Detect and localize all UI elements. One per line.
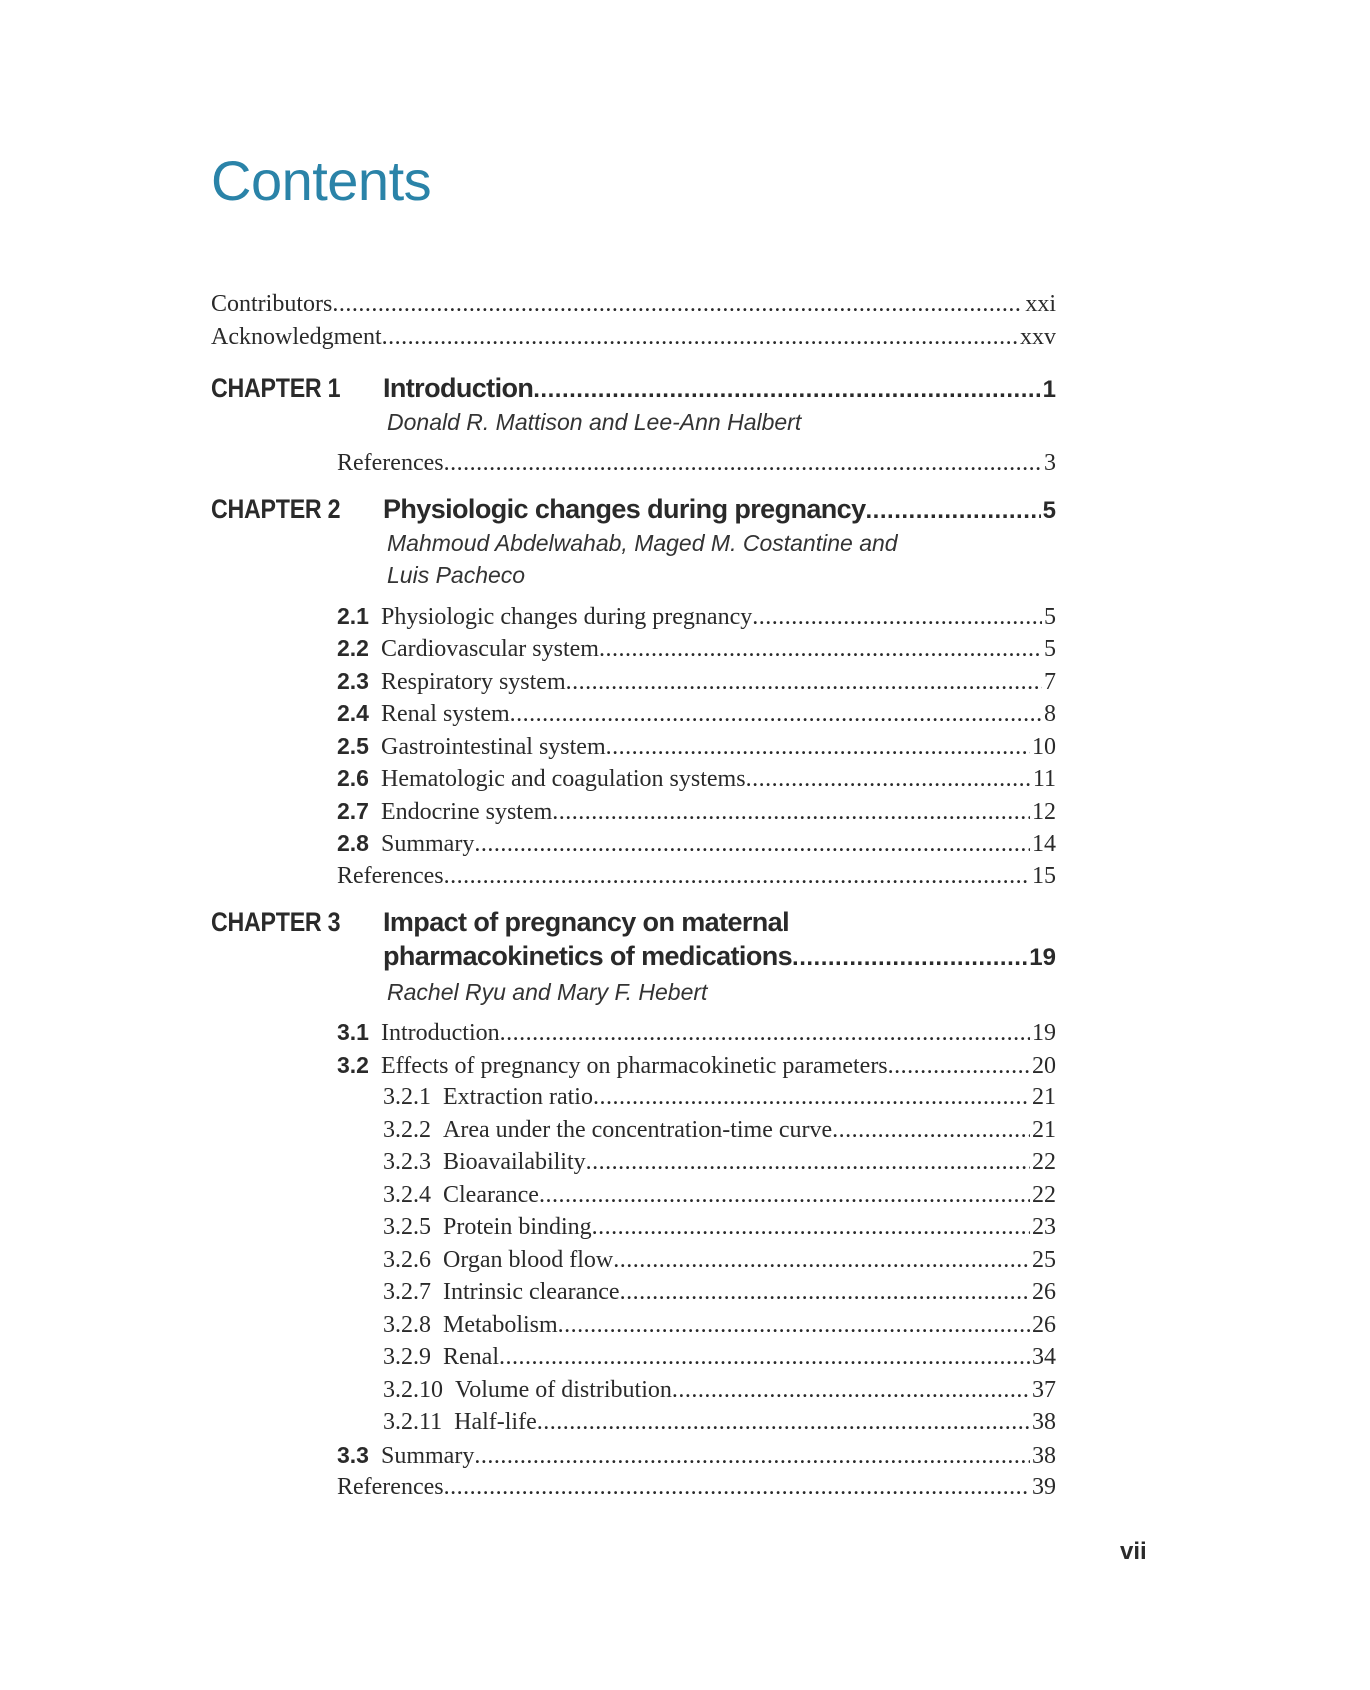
entry-page: 15 [1032,863,1056,889]
dot-leader [444,860,1030,892]
entry-label: Respiratory system [380,669,566,695]
subsection-number: 3.2.6 [383,1247,431,1273]
entry-page: 25 [1032,1247,1056,1273]
entry-label: Effects of pregnancy on pharmacokinetic parameters [380,1053,888,1079]
entry-page: 7 [1044,669,1056,695]
chapter-1-title-entry[interactable] [383,370,1056,406]
dot-leader [792,940,1027,974]
dot-leader [613,1244,1030,1276]
chapter-page: 5 [1042,497,1056,524]
subsection-3-2-8[interactable] [383,1309,1056,1341]
chapter-3-title-line1[interactable]: Impact of pregnancy on maternal [383,907,789,937]
subsection-number: 3.2.9 [383,1344,431,1370]
entry-label: Organ blood flow [443,1247,614,1273]
entry-label: Summary [380,831,475,857]
entry-label: References [337,1474,444,1500]
section-number: 2.4 [337,700,369,726]
page-folio: vii [1120,1538,1147,1565]
entry-label: Physiologic changes during pregnancy [380,604,753,630]
dot-leader [672,1374,1030,1406]
entry-label: Acknowledgment [211,324,382,350]
subsection-number: 3.2.7 [383,1279,431,1305]
dot-leader [533,372,1040,406]
subsection-3-2-5[interactable] [383,1211,1056,1243]
section-number: 3.2 [337,1052,369,1078]
section-2-4[interactable] [337,697,1056,729]
entry-page: 22 [1032,1182,1056,1208]
entry-label: Clearance [443,1182,539,1208]
section-number: 2.1 [337,603,369,629]
entry-label: Cardiovascular system [380,636,599,662]
chapter-title: Physiologic changes during pregnancy [383,494,866,524]
subsection-3-2-6[interactable] [383,1244,1056,1276]
toc-entry-contributors[interactable] [211,288,1056,320]
entry-page: 34 [1032,1344,1056,1370]
entry-page: xxv [1020,324,1056,350]
subsection-3-2-10[interactable] [383,1374,1056,1406]
section-2-1[interactable] [337,600,1056,632]
dot-leader [474,1440,1030,1471]
entry-page: 14 [1032,831,1056,857]
chapter-3-title-entry[interactable] [383,938,1056,974]
chapter-2-authors-line1: Mahmoud Abdelwahab, Maged M. Costantine and [387,530,898,556]
section-number: 2.6 [337,765,369,791]
subsection-number: 3.2.10 [383,1377,443,1403]
entry-page: 10 [1032,734,1056,760]
dot-leader [500,1017,1030,1048]
section-3-2[interactable] [337,1049,1056,1081]
section-2-8[interactable] [337,827,1056,859]
entry-page: 20 [1032,1053,1056,1079]
entry-page: 11 [1032,766,1056,792]
chapter-1-references[interactable] [337,447,1056,479]
entry-page: 38 [1032,1409,1056,1435]
entry-label: Half-life [454,1409,537,1435]
dot-leader [606,731,1030,762]
entry-label: Gastrointestinal system [380,734,606,760]
chapter-2-authors-line2: Luis Pacheco [387,562,526,588]
section-number: 2.2 [337,635,369,661]
entry-page: xxi [1025,291,1056,317]
subsection-number: 3.2.4 [383,1182,431,1208]
entry-label: Bioavailability [443,1149,586,1175]
chapter-3-authors: Rachel Ryu and Mary F. Hebert [387,979,708,1005]
dot-leader [620,1276,1030,1308]
subsection-3-2-7[interactable] [383,1276,1056,1308]
toc-entry-acknowledgment[interactable] [211,321,1056,353]
entry-label: Introduction [380,1020,500,1046]
entry-label: References [337,863,444,889]
entry-page: 22 [1032,1149,1056,1175]
subsection-number: 3.2.3 [383,1149,431,1175]
dot-leader [599,633,1042,664]
section-number: 3.3 [337,1442,369,1468]
chapter-2-references[interactable] [337,860,1056,892]
section-2-2[interactable] [337,632,1056,664]
entry-label: Extraction ratio [443,1084,593,1110]
dot-leader [510,698,1042,729]
dot-leader [888,1050,1030,1081]
subsection-3-2-1[interactable] [383,1081,1056,1113]
dot-leader [332,288,1023,320]
entry-page: 3 [1044,450,1056,476]
entry-page: 23 [1032,1214,1056,1240]
entry-label: Area under the concentration-time curve [443,1117,833,1143]
chapter-title: Introduction [383,373,534,403]
section-number: 2.5 [337,733,369,759]
dot-leader [752,601,1042,632]
subsection-3-2-3[interactable] [383,1146,1056,1178]
chapter-2-label: CHAPTER 2 [211,494,341,524]
section-2-7[interactable] [337,795,1056,827]
dot-leader [382,321,1018,353]
section-number: 3.1 [337,1019,369,1045]
chapter-1-authors: Donald R. Mattison and Lee-Ann Halbert [387,409,802,435]
subsection-number: 3.2.5 [383,1214,431,1240]
entry-label: References [337,450,444,476]
dot-leader [537,1406,1030,1438]
dot-leader [592,1211,1030,1243]
section-2-6[interactable] [337,762,1056,794]
section-number: 2.7 [337,798,369,824]
entry-page: 19 [1032,1020,1056,1046]
entry-page: 21 [1032,1084,1056,1110]
dot-leader [746,763,1031,794]
subsection-number: 3.2.1 [383,1084,431,1110]
entry-label: Protein binding [443,1214,592,1240]
subsection-3-2-11[interactable] [383,1406,1056,1438]
dot-leader [866,493,1041,527]
subsection-number: 3.2.2 [383,1117,431,1143]
entry-label: Summary [380,1443,475,1469]
subsection-number: 3.2.11 [383,1409,443,1435]
dot-leader [499,1341,1030,1373]
entry-page: 12 [1032,799,1056,825]
dot-leader [593,1081,1030,1113]
section-2-5[interactable] [337,730,1056,762]
entry-label: Intrinsic clearance [443,1279,620,1305]
entry-page: 5 [1044,604,1056,630]
entry-page: 37 [1032,1377,1056,1403]
entry-label: Renal [443,1344,499,1370]
subsection-3-2-4[interactable] [383,1179,1056,1211]
subsection-number: 3.2.8 [383,1312,431,1338]
chapter-title: pharmacokinetics of medications [383,941,793,971]
dot-leader [552,796,1030,827]
entry-page: 39 [1032,1474,1056,1500]
chapter-1-label: CHAPTER 1 [211,373,341,403]
entry-label: Hematologic and coagulation systems [380,766,746,792]
section-number: 2.3 [337,668,369,694]
dot-leader [539,1179,1030,1211]
dot-leader [474,828,1030,859]
dot-leader [832,1114,1030,1146]
section-3-1[interactable] [337,1016,1056,1048]
chapter-2-title-entry[interactable] [383,491,1056,527]
entry-label: Endocrine system [380,799,553,825]
entry-page: 21 [1032,1117,1056,1143]
page-title: Contents [211,149,432,212]
entry-page: 26 [1032,1279,1056,1305]
dot-leader [566,666,1042,697]
entry-label: Metabolism [443,1312,558,1338]
subsection-3-2-2[interactable] [383,1114,1056,1146]
section-number: 2.8 [337,830,369,856]
subsection-3-2-9[interactable] [383,1341,1056,1373]
section-2-3[interactable] [337,665,1056,697]
entry-page: 5 [1044,636,1056,662]
entry-page: 26 [1032,1312,1056,1338]
dot-leader [444,447,1042,479]
entry-page: 8 [1044,701,1056,727]
entry-label: Volume of distribution [455,1377,672,1403]
chapter-page: 1 [1042,376,1056,403]
chapter-3-references[interactable] [337,1471,1056,1503]
section-3-3[interactable] [337,1439,1056,1471]
chapter-3-label: CHAPTER 3 [211,907,341,937]
dot-leader [586,1146,1030,1178]
entry-page: 38 [1032,1443,1056,1469]
entry-label: Contributors [211,291,333,317]
chapter-page: 19 [1029,944,1056,971]
dot-leader [558,1309,1030,1341]
dot-leader [444,1471,1030,1503]
entry-label: Renal system [380,701,510,727]
